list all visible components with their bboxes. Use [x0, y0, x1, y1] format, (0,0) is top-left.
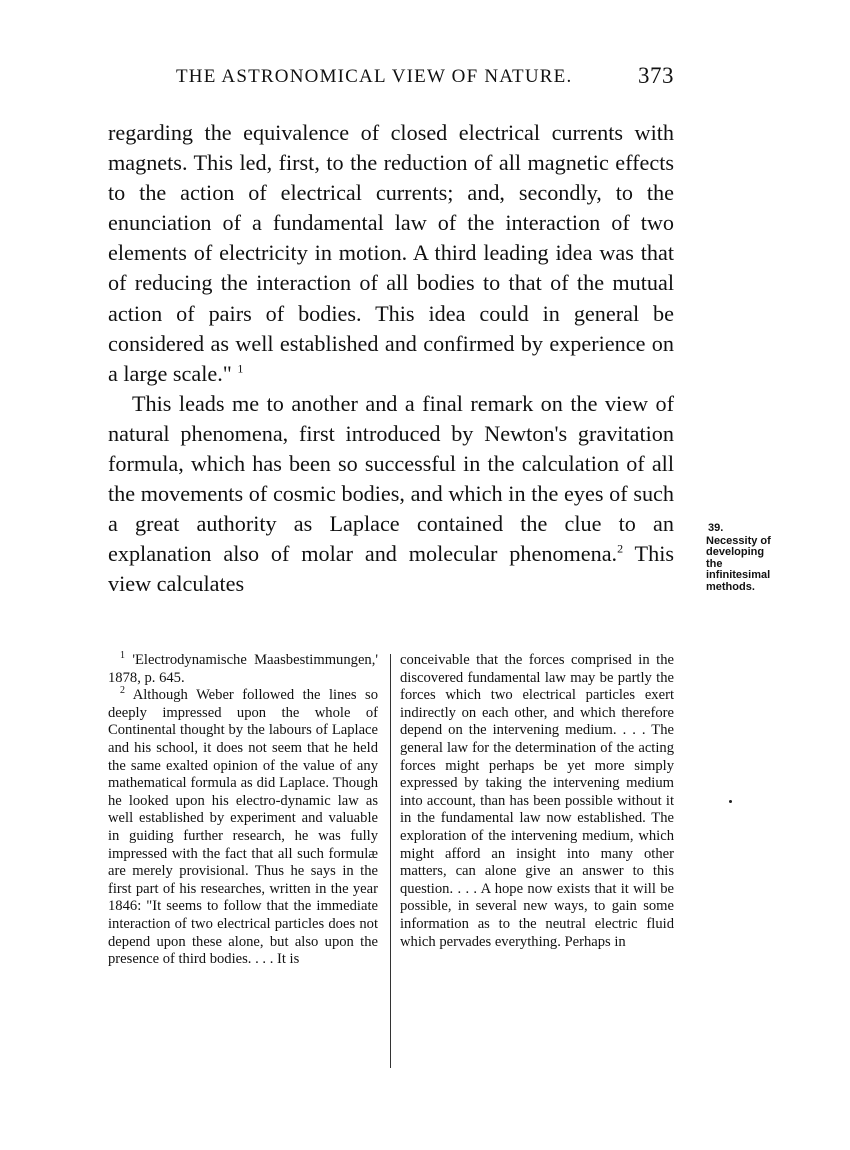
body-text [108, 118, 674, 600]
footnotes [108, 652, 674, 1072]
footnote-2-mark: 2 [120, 685, 125, 697]
running-head [108, 63, 674, 96]
footnote-ref-2: 2 [617, 541, 624, 556]
column-divider [390, 654, 391, 1068]
footnote-ref-1: 1 [237, 361, 244, 376]
page-number: 373 [638, 63, 674, 88]
footnote-1 [108, 652, 378, 687]
paragraph-2-text-a: This leads me to another and a final remark on the view of natural phenomena, first introduced by Newton's gravitation formula, which has been so successful in the calculation of all the movements of cosmic bodies, and which in the eyes of such a great authority as Laplace contained the clue to an explanation also of molar and molecular phenomena. [108, 390, 674, 567]
paragraph-1-text: regarding the equivalence of closed electrical currents with magnets. This led, first, to the reduction of all magnetic effects to the action of electrical currents; and, secondly, to the enunciation of a fundamental law of the interaction of two elements of electricity in motion. A third leading idea was that of reducing the interaction of all bodies to that of the mutual action of pairs of bodies. This idea could in general be considered as well established and confirmed by experience on a large scale." [108, 120, 674, 386]
paragraph-2-text-b: This view calculates [108, 541, 674, 597]
footnote-column-right [400, 652, 674, 951]
paragraph-2 [108, 389, 674, 600]
footnote-2-text-left: Although Weber followed the lines so deeply impressed upon the whole of Continental thought by the labours of Laplace and his school, it does not seem that he held the same exalted opinion of the value of any mathematical formula as did Laplace. Though he looked upon his electro-dynamic law as well established by experiment and valuable in guiding further research, he was fully impressed with the fact that all such formulæ are merely provisional. Thus he says in the first part of his researches, written in the year 1846: "It seems to follow that the immediate interaction of two electrical particles does not depend upon these alone, but also upon the presence of third bodies. . . . It is [108, 687, 379, 968]
margin-note-text: Necessity of developing the infinitesimal methods. [706, 534, 771, 593]
footnote-1-mark: 1 [120, 650, 125, 662]
running-title: THE ASTRONOMICAL VIEW OF NATURE. [176, 66, 573, 87]
footnote-2 [108, 687, 378, 969]
margin-note-number: 39. [708, 522, 724, 534]
margin-note [706, 523, 772, 593]
footnote-column-left [108, 652, 378, 969]
footnote-2-continued [400, 652, 674, 951]
footnote-1-text: 'Electrodynamische Maasbestimmungen,' 1878, p. 645. [108, 652, 378, 686]
paragraph-1 [108, 118, 674, 389]
footnote-2-text-right: conceivable that the forces comprised in the discovered fundamental law may be partly the forces which two electrical particles exert indirectly on each other, and which therefore depend on the intervening medium. . . . The general law for the determination of the acting forces might perhaps be yet more simply expressed by taking the intervening medium into account, than has been possible without it in the fundamental law now established. The exploration of the intervening medium, which might afford an insight into many other matters, can alone give an answer to this question. . . . A hope now exists that it will be possible, in several new ways, to gain some information as to the neutral electric fluid which pervades everything. Perhaps in [400, 652, 674, 950]
stray-ink-dot [729, 800, 732, 803]
